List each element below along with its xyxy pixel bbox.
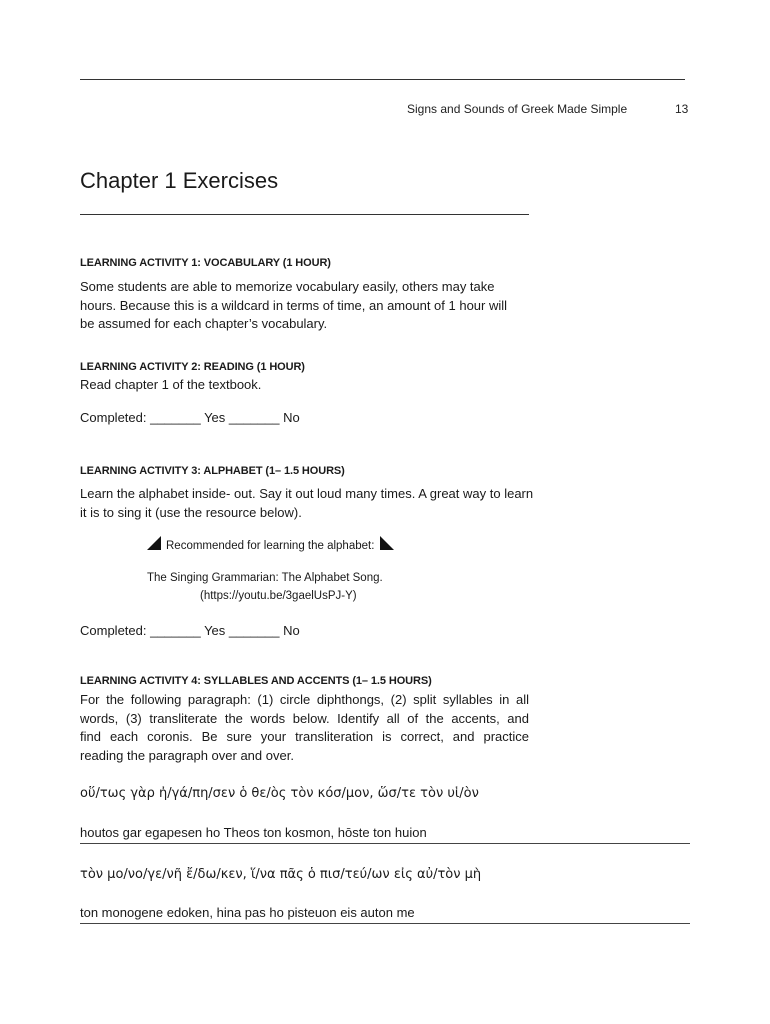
recommendation-label: Recommended for learning the alphabet: bbox=[166, 540, 375, 552]
answer-rule-2 bbox=[80, 923, 690, 924]
activity-4-line: For the following paragraph: (1) circle diphthongs, (2) split syllables in all bbox=[80, 692, 529, 707]
recommendation-callout bbox=[147, 536, 394, 552]
activity-4-line: find each coronis. Be sure your transliteration is correct, and practice bbox=[80, 729, 529, 744]
answer-rule-1 bbox=[80, 843, 690, 844]
transliteration-line-2: ton monogene edoken, hina pas ho pisteuon eis auton me bbox=[80, 905, 415, 920]
activity-2-heading: LEARNING ACTIVITY 2: READING (1 HOUR) bbox=[80, 361, 305, 373]
activity-4-line: reading the paragraph over and over. bbox=[80, 747, 294, 763]
page-number: 13 bbox=[675, 102, 689, 116]
title-rule bbox=[80, 214, 529, 215]
running-title: Signs and Sounds of Greek Made Simple bbox=[407, 102, 628, 116]
activity-4-line: words, (3) transliterate the words below. Identify all of the accents, and bbox=[80, 710, 529, 726]
resource-title: The Singing Grammarian: The Alphabet Song. bbox=[147, 572, 383, 584]
triangle-left-icon bbox=[147, 536, 161, 550]
greek-line-2: τὸν μο/νο/γε/νῆ ἔ/δω/κεν, ἵ/να πᾶς ὁ πισ/τεύ/ων εἰς αὐ/τὸν μὴ bbox=[80, 867, 482, 882]
triangle-right-icon bbox=[380, 536, 394, 550]
resource-url[interactable]: (https://youtu.be/3gaelUsPJ-Y) bbox=[200, 590, 357, 602]
activity-1-text bbox=[80, 278, 540, 334]
activity-3-line: Learn the alphabet inside- out. Say it out loud many times. A great way to learn bbox=[80, 486, 534, 501]
chapter-title: Chapter 1 Exercises bbox=[80, 168, 279, 193]
activity-3-heading: LEARNING ACTIVITY 3: ALPHABET (1– 1.5 HOURS) bbox=[80, 465, 345, 477]
activity-2-text: Read chapter 1 of the textbook. bbox=[80, 377, 262, 392]
greek-line-1: οὕ/τως γὰρ ἠ/γά/πη/σεν ὁ θε/ὸς τὸν κόσ/μον, ὥσ/τε τὸν υἱ/ὸν bbox=[80, 786, 479, 801]
activity-1-line: hours. Because this is a wildcard in terms of time, an amount of 1 hour will bbox=[80, 297, 508, 313]
activity-3-completed: Completed: _______ Yes _______ No bbox=[80, 623, 300, 638]
activity-3-line: it is to sing it (use the resource below). bbox=[80, 504, 302, 520]
activity-1-heading: LEARNING ACTIVITY 1: VOCABULARY (1 HOUR) bbox=[80, 257, 331, 269]
activity-1-line: be assumed for each chapter’s vocabulary. bbox=[80, 316, 328, 331]
transliteration-line-1: houtos gar egapesen ho Theos ton kosmon, hōste ton huion bbox=[80, 825, 427, 840]
activity-3-text bbox=[80, 485, 570, 522]
activity-2-completed: Completed: _______ Yes _______ No bbox=[80, 410, 300, 425]
header-rule bbox=[80, 79, 685, 80]
activity-1-line: Some students are able to memorize vocabulary easily, others may take bbox=[80, 279, 495, 294]
activity-4-heading: LEARNING ACTIVITY 4: SYLLABLES AND ACCENTS (1– 1.5 HOURS) bbox=[80, 675, 432, 687]
activity-4-text bbox=[80, 691, 529, 765]
